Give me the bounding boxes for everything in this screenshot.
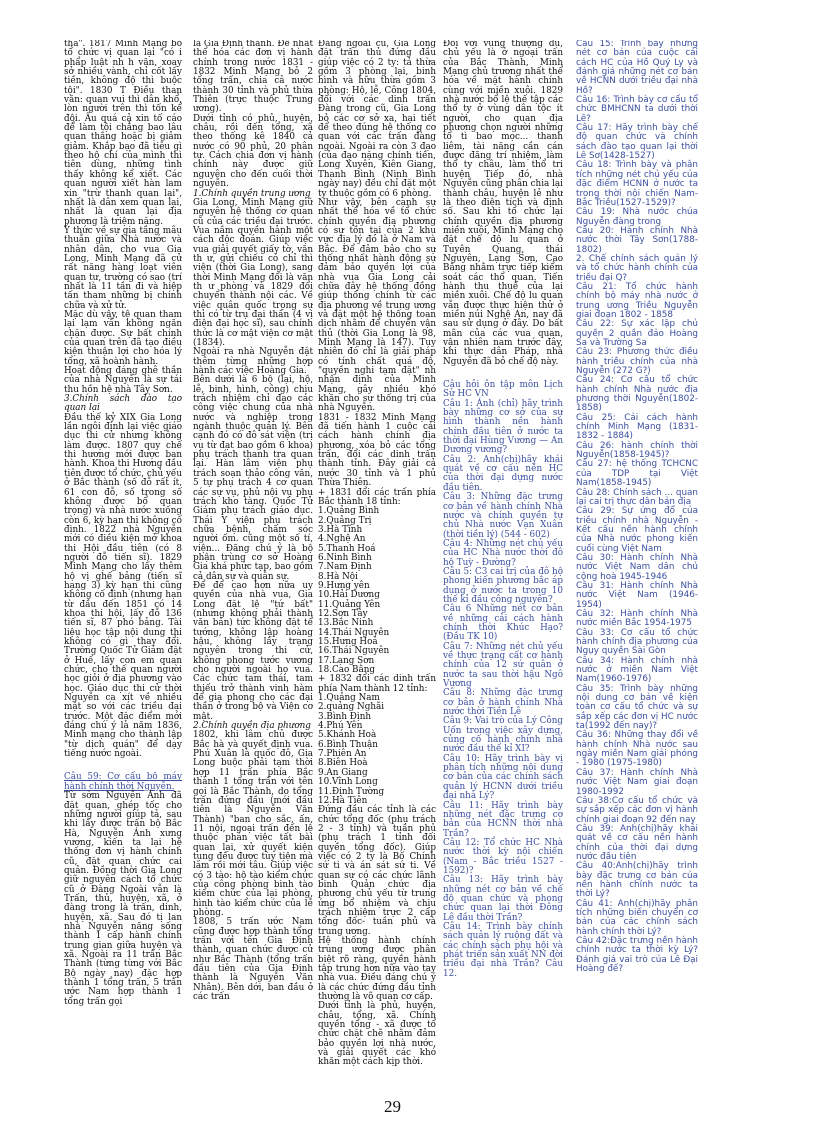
text-column-4 [443,40,563,1085]
section-heading: 2.Chính quyền địa phương [193,721,311,732]
review-question-list: Câu 15: Trình bày những nét cơ bản của cuộc cải cách HC của Hồ Quý Ly và đánh giá những nét cơ bản về HCNN dưới triều đại nhà Hồ? Câu 16: Trình bày cơ cấu tổ chức BMHCNN ta dưới thời Lê? Câu 17: Hãy trình bày chế độ quan chức và chính sách đào tạo quan lại thời Lê Sơ(1428-1527) Câu 18: Trình bày và phân tích những nét chủ yếu của đặc điểm HCNN ở nước ta trong thời nội chiến Nam-Bắc Triều(1527-1529)? Câu 19: Nhà nước chúa Nguyễn đàng trong Câu 20: Hành chính Nhà nước thời Tây Sơn(1788-1802) 2. Chế chính sách quản lý và tổ chức hành chính của triều đại Q? Câu 21: Tổ chức hành chính bộ máy nhà nước ở trung ương Triều Nguyễn giai đoạn 1802 - 1858 Câu 22: Sự xác lập chủ quyền 2 quần đảo Hoàng Sa và Trường Sa Câu 23: Phương thức điều hành triều chính của nhà Nguyễn (272 G?) Câu 24: Cơ cấu tổ chức hành chính Nhà nước địa phương thời Nguyễn(1802-1858) Câu 25: Cải cách hành chính Minh Mạng (1831-1832 - 1884) Câu 26: hành chính thời Nguyễn(1858-1945)? Câu 27: hệ thống TCHCNC của TDP tại Việt Nam(1858-1945) Câu 28: Chính sách ... quan lại cai trị thực dân bản địa Câu 29: Sự ứng đổ của triều chính nhà Nguyễn - Kết cấu nền hành chính của Nhà nước phong kiến cuối cùng Việt Nam Câu 30: Hành chính Nhà nước Việt Nam dân chủ cộng hoà 1945-1946 Câu 31: Hành chính Nhà nước Việt Nam (1946-1954) Câu 32: Hành chính Nhà nước miền Bắc 1954-1975 Câu 33: Cơ cấu tổ chức hành chính địa phương của Ngụy quyền Sài Gòn Câu 34: Hành chính nhà nước ở miền Nam Việt Nam(1960-1976) Câu 35: Trình bày những nội dung cơ bản về kiện toàn cơ cấu tổ chức và sự sắp xếp các đơn vị HC nước ta(1992 đến nay)? Câu 36: Những thay đổi về hành chính Nhà nước sau ngày miền Nam giải phóng - 1980 (1975-1980) Câu 37: Hành chính Nhà nước Việt Nam giai đoạn 1980-1992 Câu 38:Cơ cấu tổ chức và sự sắp xếp các đơn vị hành chính giai đoạn 92 đến nay Câu 39: Anh(chị)hãy khái quát về cơ cấu nền hành chính của thời đại dựng nước đầu tiên Câu 40:Anh(chị)hãy trình bày đặc trưng cơ bản của nền hành chính nước ta thời Lý? Câu 41: Anh(chị)hãy phân tích những biến chuyển cơ bản của các chính sách hành chính thời Lý? Câu 42:Đặc trưng nền hành chính nước ta thời kỳ Lý? Đánh giá vai trò của Lê Đại Hoàng đế? [576,40,698,975]
paragraph: Ngoài ra nhà Nguyễn đặt thêm từng những hợp hành các việc Hoàng Gia. [193,347,313,377]
paragraph: 1831 - 1832 Minh Mạng đã tiến hành 1 cuộc cải cách hành chính địa phương, xóa bỏ các tổng trấn, đổi các dinh trấn thành tỉnh. Đây giải cả nước 30 tỉnh và 1 phủ Thừa Thiên. [318,412,436,489]
paragraph: Dưới tỉnh là phủ, huyện, châu, tổng, xã. Chính quyền tổng - xã được tổ chức chặt chẽ nhằm đảm bảo quyền lợi nhà nước, và giải quyết các khó khăn một cách kịp thời. [318,1001,436,1068]
paragraph: tha". 1817 Minh Mạng bỏ tổ chức vị quan lại "có i phẩp luật nh h văn, xoay sở nhiều vành, chỉ cốt lấy tiền, không độ thì buộc tội". 1830 T Điều than văn: quan vui thì dân khổ, lòn người trên thì tốn kể đội. Ấu quá cả xin tố cáo để làm tội chẳng bao lâu quan thắng hoặc bị giảm giảm. Khắp bạo đã tiêu gì theo hộ chí của mình thì tiên dùng, những tình thấy không kể xiết. Các quan người xiết hàn lam xin "trừ thanh quan lại", nhất là dân xem quan lại, nhất là quan lại địa phương là triệm nặng. [64,40,182,227]
paragraph: Dưới tỉnh có phủ, huyện, châu, rồi đến tổng, xã theo thống kê 1840 cả nước có 90 phủ, 20 phân tự. Cách chia đơn vị hành chính này được giữ nguyên cho đến cuối thời nguyễn. [193,113,313,190]
paragraph: Từ sớm Nguyễn Ánh đã đặt quan, ghép tốc cho những người giúp tả, sau khi lấy được trấn bộ Bắc Hà, Nguyễn Ánh xưng vương, kiến ta lại hệ thống đơn vị hành chính cũ, đặt quan chức cai quản. Đồng thời Gia Long giữ nguyên cách tổ chức cũ ở Đàng Ngoài vẫn là Trấn, thủ, huyện, xã, ở đàng trong là trấn, dinh, huyện, xã. Sau đó tị lan nhà Nguyễn năng sống thành 1 cấp hành chính trung gian giữa huyện và xã. Ngoài ra 11 trấn Bắc Thành (từng từng với Bắc Bộ ngày nay) đặc hợp thành 1 tổng trấn, 5 trấn ước Nam hợp thành 1 tổng trấn gọi [64,791,182,1007]
review-question-list: Câu 1: Ánh (chỉ) hãy trình bày những cơ sở của sự hình thành nền hành chính đầu tiên ở nước ta thời đại Hùng Vương — An Dương vương? Câu 2: Anh(chị)hãy khái quát về cơ cấu nền HC của thời đại dựng nước đầu tiên. Câu 3: Những đặc trưng cơ bản về hành chính Nhà nước và chính quyền tự chủ Nhà nước Vạn Xuân (thời tiền lý) (544 - 602) Câu 4: Những nét chủ yếu của HC Nhà nước thời đô hộ Tuỳ - Đường? Câu 5: C3 cai trị của đô hộ phong kiến phương bắc áp dụng ở nước ta trong 10 thế kỉ đầu công nguyên? Câu 6 Những nét cơ bản về những cải cách hành chính thời Khúc Hạo? (Đầu TK 10) Câu 7: Những nét chủ yếu về thực trạng cất cơ hành chính của 12 sứ quân ở nước ta sau thời hậu Ngô Vương Câu 8: Những đặc trưng cơ bản ở hành chính Nhà nước thời Tiền Lê Câu 9: Vai trò của Lý Công Uốn trong việc xây dựng, củng cố hành chính nhà nước đầu thế kỉ XI? Câu 10: Hãy trình bày vị phân tích những nội dung cơ bản của các chính sách quản lý HCNN dưới triều đại nhà Lý? Câu 11: Hãy trình bày những nét đặc trưng cơ bản của HCNN thời nhà Trần? Câu 12: Tổ chức HC Nhà nước thời kỳ nội chiến (Nam - Bắc triều 1527 - 1592)? Câu 13: Hãy trình bày những nét cơ bản về chế độ quan chức và phong chức quan lại thời Đông Lê đầu thời Trần? Câu 14: Trình bày chính sách quản lý ruộng đất và các chính sách phụ hội và phát triển sản xuất NN đời triều đại nhà Trần? Câu 12. [443,398,563,979]
paragraph: là Gia Định thành. Để nhất thể hóa các đơn vị hành chính trong nước 1831 - 1832 Minh Mạng bỏ 2 tổng trấn, chia cả nước thành 30 tỉnh và phủ thừa Thiên (trực thuộc Trung ương). [193,40,313,115]
text-column-2 [193,40,313,1085]
paragraph: 1808, 5 trấn ước Nam cũng được hợp thành tổng trấn với tên Gia Định thành, quan chức được cử như Bắc Thành (tổng trấn đầu tiên của Gia Định thành là Nguyễn Văn Nhân). Bên dới, ban đầu ở các trấn [193,917,313,1003]
paragraph: Như vậy, bên cạnh sự nhất thể hóa về tổ chức chính quyền địa phương có sự tồn tại của 2 khu vực địa lý đó là ở Nam và Bắc. Để đảm bảo cho sự thống nhất hành động sự đảm bảo quyền lợi của nhà vua Gia Long cải chữa đây hệ thống đồng giúp thống chính từ các địa phương về trung ương và đặt một hệ thống toan dịch nhằm để chuyển vận thủ (thời Gia Long là 98, Minh Mạng là 147). Tuy nhiên đó chỉ là giải pháp có tính chất quá độ, "quyền nghi tạm đặt" nh nhận định của Minh Mạng, gây nhiều khó khăn cho sự thống trị của nhà Nguyễn. [318,197,436,414]
paragraph: + 1832 đổi các dinh trấn phía Nam thành 12 tỉnh: [318,674,436,694]
paragraph: Đối với vùng thượng du, chủ yếu là ở ngoại trấn của Bắc Thành, Minh Mạng chủ trương nhất thể hóa về mặt hành chính cùng với miền xuôi. 1829 nhà nước bổ lệ thế tập các thổ ty ở vùng dân tộc ít người, cho quan địa phương chọn người những tổ tì bao mọc... thanh liêm, tài năng cần cán được đăng trí nhiệm, làm thổ ty châu, làm thổ tri huyện Tiếp đó, nhà Nguyễn cũng phân chia lại thành châu, huyện lẻ như là theo điện tích và định số. Sau khi tổ chức lại chính quyền địa phương miền xuôi, Minh Mạng cho đặt chế độ lu quan ở Tuyên Quang, thái Nguyên, Lạng Sơn, Cao Bằng nhằm trực tiếp kiểm soát các thổ quan. Tiến hành thu thuế của lại miền xuôi. Chế độ lu quan vẫn được thực hiện thử ở miền núi Nghệ An, nay đã sau sử dụng ở đây. Do bất mãn của các vua quan, vận nhiên nam trước đây, khi thực dân Pháp, nhà Nguyễn đã bỏ chế độ này. [443,40,563,367]
paragraph: Hệ thống hành chính trung ương được phân biệt rõ ràng, quyền hành tập trung hơn nữa vào tay nhà vua. Điều đáng chú ý là các chức đứng đầu tỉnh thường là võ quan cơ cấp. [318,936,436,1003]
province-list-north: 1.Quảng Bình 2.Quảng Trị 3.Hà Tĩnh 4.Nghệ An 5.Thanh Hoá 6.Ninh Bình 7.Nam Định 8.Hà Nội 9.Hưng yên 10.Hải Dương 11.Quảng Yên 12.Sơn Tây 13.Bắc Ninh 14.Thái Nguyên 15.Hưng Hoá 16.Thái Nguyên 17.Lạng Sơn 18.Cao Bằng [318,506,390,676]
paragraph: Mặc dù vậy, tệ quan tham lại lạm vẫn không ngăn chặn được. Sự bất chính của quan trên đã tạo điều kiện thuận lợi cho hóa lý tổng, xã hoành hành. [64,309,182,367]
province-list-south: 1.Quảng Nam 2.quảng Nghãi 3.Bình Định 4.Phú Yên 5.Khánh Hoà 6.Bình Thuận 7.Phiên An 8.Biên Hoà 9.An Giang 10.Vĩnh Long 11.Định Tường 12.Hà Tiên [318,693,385,806]
paragraph: Gia Long, Minh Mạng giữ nguyên hệ thống cơ quan cũ của các triều đại trước. Vua nắm quyền hành một cách độc đoán. Giúp việc vua giải quyết giấy tờ, văn th ư, gửi chiếu có chỉ thì viện (thời Gia Long), sang thời Minh Mạng đổi là văn th ư phòng và 1829 đổi chuyển thành nội các. Về việc quân quốc trọng sự thì có từ trụ đại thần (4 vị điện đại học sĩ), sau chính thức là cơ mật viện cơ mật (1834). [193,197,313,348]
paragraph: Đầu thế kỷ XIX Gia Long lần ngôi định lại việc giáo dục thi cử nhưng không làm được. 1807 quy chế thi hương mới được ban hành. Khoa thi Hương đầu tiên được tổ chức, chủ yếu ở Bắc thành (số đỗ rất ít, 61 con đỗ, số trong số không được bổ quan trọng) và nhà nước xuống còn 6, kỳ hạn thi không cố định. 1822 nhà Nguyễn mới có điều kiện mở khoa thi Hội đầu tiên (có 8 người đỗ tiến sĩ). 1829 Minh Mạng cho lấy thêm hộ vị ghế bảng (tiến sĩ hạng 3) kỳ hạn thi cũng không cố định (nhưng hạn từ đầu đến 1851 có 14 khoa thi hội, lấy đỗ 136 tiến sĩ, 87 phó bảng. Tài liệu học tập nội dung thi không có gì thay đổi. Trường Quốc Tử Giám đặt ở Huế, lấy con em quan chức, cho thế quan người học giỏi ở địa phương vào học. Giáo dục thi cử thời Nguyễn ca xít về nhiều mặt so với các triều đại trước. Một đặc điểm mới đáng chú ý là năm 1836, Minh mạng cho thành lập "từ dịch quán" để dạy tiếng nước ngoài. [64,412,182,760]
paragraph: 1802, khi lâm chủ được Bắc hà và quyết định vua. Phú Xuân là quốc đô, Gia Long buộc phải tạm thời hợp 11 trấn phía Bắc thành 1 tổng trấn với tên gọi là Bắc Thành, do tổng trấn đứng đầu (mới đầu tiên là Nguyễn Văn Thành) "ban cho sắc, ấn, 11 nội, ngoại trấn đến lệ thuộc phán việc tất bài quan lại, xử quyết kiện tụng đều được tùy tiện mà làm rồi mới tâu. Giúp việc có 3 tào: hộ tào kiểm chức của công phòng binh tào kiểm chức của lại phòng, hình tào kiểm chức của lễ phòng. [193,730,313,918]
paragraph: Bên dưới là 6 bộ (lại, hộ, lễ, binh, hình, công) chịu trách nhiệm chỉ đạo các công việc chung của nhà nước và nghiệp trong ngành thuộc quản lý. Bên cạnh đó có đô sát viện (trị vụ từ đạt bao gồm 6 khoa) phụ trách thanh tra quan lại. Hàn lâm viện phụ trách soạn thảo công văn, 5 tự phụ trách 4 cơ quan các sự vụ, phủ nội vụ phụ trách kho tàng. Quốc Tử Giám phụ trách giáo dục. Thái Y viện phụ trách chữa bệnh, chăm sóc người ốm. cũng một số tí, viện... Đăng chú ý là bộ phận trùng cơ sở Hoàng Gia khá phức tạp, bao gồm cả dân sự và quân sự. [193,375,313,582]
paragraph: + 1831 đổi các trấn phía Bắc thành 18 tỉnh: [318,487,436,507]
paragraph: Ý thức về sự gia tăng mâu thuẫn giữa Nhà nước và nhân dân, cho vua Gia Long, Minh Mạng đã cử rất năng hàng loạt viên quan tư, trường có sao (trí nhất là 11 tần đi và hiệp tấn tham những bị chính chữa và xử tử. [64,225,182,311]
text-column-1 [64,40,182,1085]
question-heading: Câu 59: Cơ cấu bộ máy hành chính thời Nguyễn. [64,772,182,792]
text-column-3 [318,40,436,1085]
paragraph: Hoạt động đáng ghê thần của nhà Nguyễn là sự tái thu hồn hệ nhà Tây Sơn. [64,366,182,395]
page-number: 29 [384,1097,401,1116]
section-heading: 1.Chính quyền trung ương [193,188,311,199]
paragraph: Đàng ngoài cũ, Gia Long đặt trấn thủ đứng đầu giúp việc có 2 ty: tả thừa gồm 3 phòng lại, binh hình và hữu thừa gồm 3 phòng: Hộ, lễ, Công 1804, đổi với các dinh trấn Đàng trong cũ, Gia Long bỏ các cơ sở xa, hai tiết để theo đúng hệ thống cơ quan với các trấn đàng ngoài. Ngoài ra còn 3 đạo (của đạo nặng chính tiền, Long Xuyên, Kiên Giang, Thanh Bình (Ninh Bình ngày nay) đều chỉ đặt một ty thuộc gồm có 6 phòng. [318,40,436,199]
text-column-5 [576,40,698,1085]
paragraph: Đứng đầu các tỉnh là các chức tổng đốc (phụ trách 2 - 3 tỉnh) và tuần phủ (phụ trách 1 tỉnh đối quyền tổng đốc). Giúp việc có 2 ty là Bố Chính sứ ti và án sát sứ ti. Về quan sự có các chức lãnh binh Quản chức địa phương chủ yếu từ trung ứng bổ nhiệm và chịu trách nhiệm trực 2 cấp tổng đốc- tuần phủ và trung ương. [318,805,436,937]
paragraph: Để để cao hơn nữa uy quyền của nhà vua, Gia Long đặt lệ "tứ bất" (nhưng không phải thành văn bản) tức không đặt tể tướng, không lập hoàng hậu, không lấy trạng nguyên trong thi cử, không phong tước vương cho người ngoài họ vua. Các chức tam thái, tam thiếu trở thành vinh hàm để gia phong cho các đại thần ở trong bộ và Viện cơ mật. [193,580,313,722]
review-questions-heading: Câu hỏi ôn tập môn Lịch Sử HC VN [443,380,563,400]
section-heading: 3.Chính sách đào tạo quan lại [64,394,182,414]
